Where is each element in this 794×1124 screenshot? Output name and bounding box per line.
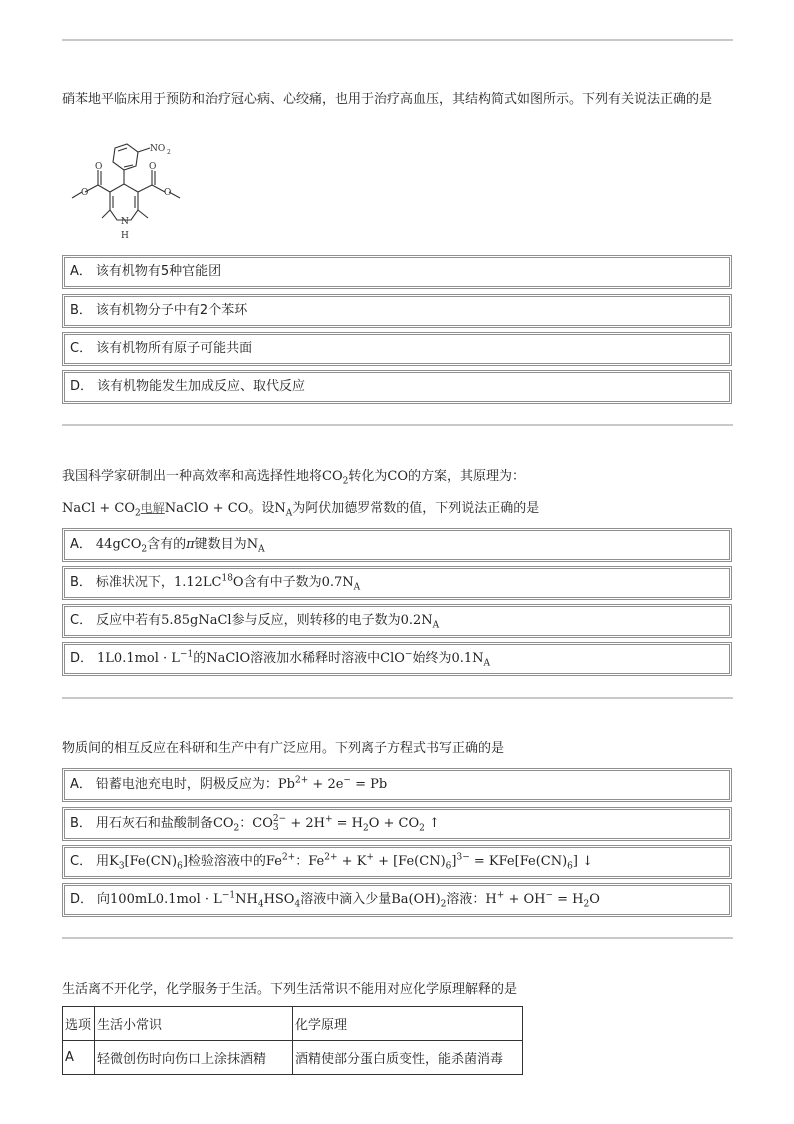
table-header-row	[63, 1007, 523, 1041]
option-label: D．	[70, 379, 94, 394]
nifedipine-structure-image	[60, 140, 210, 252]
option-text: 该有机物有5种官能团	[95, 264, 222, 279]
nitrogen-label: N	[121, 217, 129, 227]
question-2-stem: 我国科学家研制出一种高效率和高选择性地将$CO_2$转化为CO的方案，其原理为：	[62, 469, 525, 487]
hydrogen-label: H	[121, 231, 129, 241]
option-d[interactable]: D． $1L0.1mol \cdot L^{-1}$的NaClO溶液加水稀释时溶液中ClO−始终为$0.1N_A$	[62, 642, 732, 676]
table-cell: A	[63, 1041, 95, 1075]
nitro-subscript: 2	[167, 149, 171, 156]
separator	[62, 697, 733, 699]
question-4-stem: 生活离不开化学，化学服务于生活。下列生活常识不能用对应化学原理解释的是	[62, 982, 518, 997]
question-3-stem: 物质间的相互反应在科研和生产中有广泛应用。下列离子方程式书写正确的是	[62, 741, 505, 756]
option-label: B．	[70, 303, 92, 318]
option-b[interactable]: B． 用石灰石和盐酸制备$CO_2$：CO 2− 3 + $2H^+ = H_2O + CO_2$ ↑	[62, 807, 732, 841]
question-1-stem: 硝苯地平临床用于预防和治疗冠心病、心绞痛，也用于治疗高血压，其结构简式如图所示。下列有关说法正确的是	[62, 92, 713, 107]
question-2-equation: NaCl + $CO_2$电解NaClO + CO。设$N_A$为阿伏加德罗常数的值，下列说法正确的是	[62, 501, 540, 519]
table-cell: 轻微创伤时向伤口上涂抹酒精	[95, 1041, 293, 1075]
separator	[62, 937, 733, 939]
separator	[62, 39, 733, 41]
separator	[62, 424, 733, 426]
option-a[interactable]: A． 44gCO$_2$含有的π键数目为$N_A$	[62, 528, 732, 562]
option-label: C．	[70, 341, 93, 356]
nitro-label: NO	[150, 144, 166, 154]
option-b[interactable]	[62, 294, 732, 328]
oxygen-label-left: O	[95, 162, 103, 172]
option-text: 该有机物能发生加成反应、取代反应	[97, 379, 306, 394]
table-header-cell: 化学原理	[293, 1007, 523, 1041]
table-cell: 酒精使部分蛋白质变性，能杀菌消毒	[293, 1041, 523, 1075]
option-c[interactable]	[62, 332, 732, 366]
ester-oxygen-left: O	[81, 188, 89, 198]
oxygen-label-right: O	[149, 162, 157, 172]
option-c[interactable]: C． 用$K_3[Fe(CN)_6]$检验溶液中的$Fe^{2+}$：$Fe^{2+} + K^+ + [Fe(CN)_6]^{3-} = KFe[Fe(CN)_6]$ ↓	[62, 845, 732, 879]
option-label: A．	[70, 264, 92, 279]
option-text: 该有机物所有原子可能共面	[96, 341, 253, 356]
option-a[interactable]	[62, 255, 732, 289]
option-a[interactable]: A． 铅蓄电池充电时，阴极反应为：$Pb^{2+} + 2e^- = Pb$	[62, 768, 732, 802]
table-row	[63, 1041, 523, 1075]
table-header-cell: 生活小常识	[95, 1007, 293, 1041]
option-d[interactable]: D． 向$100mL0.1mol \cdot L^{-1}NH_4HSO_4$溶液中滴入少量$Ba(OH)_2$溶液：$H^+ + OH^- = H_2O$	[62, 883, 732, 917]
table-header-cell: 选项	[63, 1007, 95, 1041]
option-d[interactable]	[62, 370, 732, 404]
ester-oxygen-right: O	[164, 188, 172, 198]
comparison-table	[62, 1006, 523, 1075]
option-text: 该有机物分子中有2个苯环	[95, 303, 248, 318]
option-b[interactable]: B． 标准状况下，1.12LC$^{18}$O含有中子数为$0.7N_A$	[62, 566, 732, 600]
option-c[interactable]: C． 反应中若有5.85gNaCl参与反应，则转移的电子数为$0.2N_A$	[62, 604, 732, 638]
